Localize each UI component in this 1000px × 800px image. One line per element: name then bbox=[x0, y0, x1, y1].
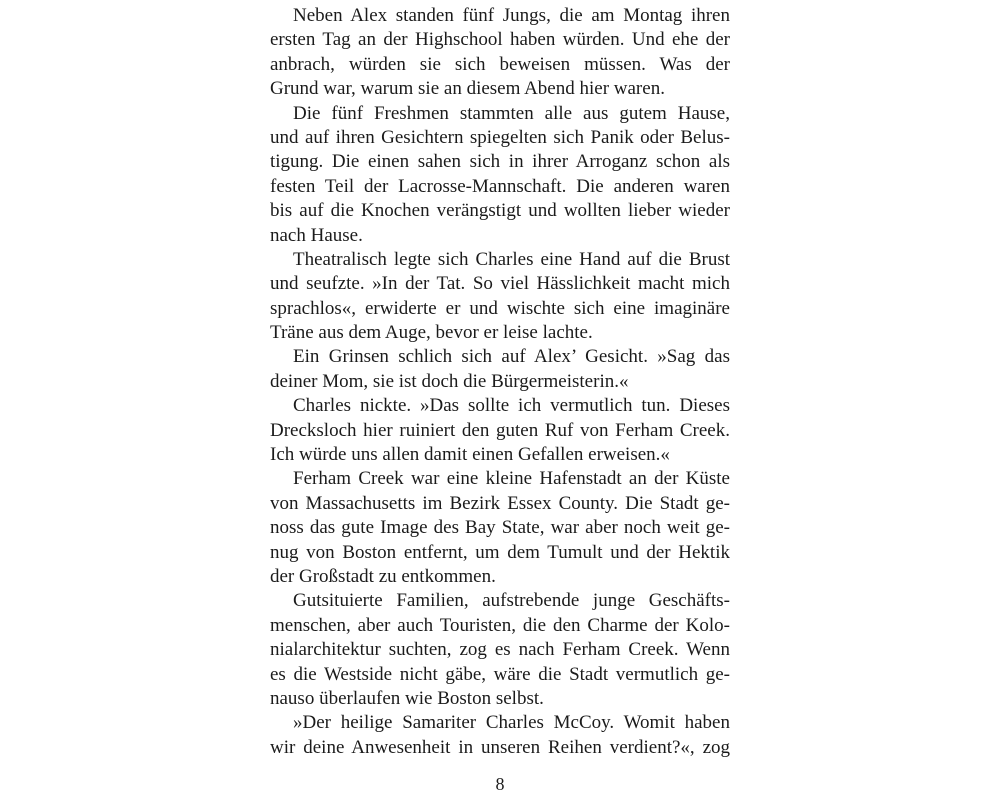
text-line: nialarchitektur suchten, zog es nach Ferham Creek. Wenn bbox=[270, 639, 730, 661]
text-line: menschen, aber auch Touristen, die den Charme der Kolo- bbox=[270, 614, 730, 636]
text-line: nug von Boston entfernt, um dem Tumult und der Hektik bbox=[270, 541, 730, 563]
text-line: der Großstadt zu entkommen. bbox=[270, 565, 496, 587]
page-text bbox=[270, 4, 730, 760]
text-line: Drecksloch hier ruiniert den guten Ruf von Ferham Creek. bbox=[270, 419, 730, 441]
text-line: Theatralisch legte sich Charles eine Hand auf die Brust bbox=[293, 248, 730, 270]
text-line: deiner Mom, sie ist doch die Bürgermeisterin.« bbox=[270, 370, 629, 392]
text-line: Die fünf Freshmen stammten alle aus gutem Hause, bbox=[293, 102, 730, 124]
paragraph bbox=[270, 467, 730, 589]
text-line: es die Westside nicht gäbe, wäre die Stadt vermutlich ge- bbox=[270, 663, 730, 685]
text-line: Charles nickte. »Das sollte ich vermutlich tun. Dieses bbox=[293, 395, 730, 417]
text-line: Ich würde uns allen damit einen Gefallen erweisen.« bbox=[270, 444, 670, 466]
text-line: ersten Tag an der Highschool haben würden. Und ehe der bbox=[270, 29, 730, 51]
paragraph bbox=[270, 394, 730, 467]
text-line: Gutsituierte Familien, aufstrebende junge Geschäfts- bbox=[293, 590, 730, 612]
text-line: »Der heilige Samariter Charles McCoy. Womit haben bbox=[293, 712, 730, 734]
paragraph bbox=[270, 248, 730, 346]
paragraph bbox=[270, 589, 730, 711]
paragraph bbox=[270, 4, 730, 102]
text-line: nauso überlaufen wie Boston selbst. bbox=[270, 687, 544, 709]
text-line: Neben Alex standen fünf Jungs, die am Montag ihren bbox=[293, 5, 730, 26]
text-line: sprachlos«, erwiderte er und wischte sich eine imaginäre bbox=[270, 297, 730, 319]
text-line: Grund war, warum sie an diesem Abend hier waren. bbox=[270, 78, 665, 100]
text-line: Ferham Creek war eine kleine Hafenstadt an der Küste bbox=[293, 468, 730, 490]
paragraph bbox=[270, 102, 730, 248]
text-line: und auf ihren Gesichtern spiegelten sich Panik oder Belus- bbox=[270, 126, 730, 148]
text-line: Ein Grinsen schlich sich auf Alex’ Gesicht. »Sag das bbox=[293, 346, 730, 368]
text-line: festen Teil der Lacrosse-Mannschaft. Die anderen waren bbox=[270, 175, 730, 197]
paragraph bbox=[270, 711, 730, 760]
text-line: anbrach, würden sie sich beweisen müssen. Was der bbox=[270, 53, 730, 75]
text-line: tigung. Die einen sahen sich in ihrer Arroganz schon als bbox=[270, 151, 730, 173]
text-line: noss das gute Image des Bay State, war aber noch weit ge- bbox=[270, 517, 730, 539]
text-line: wir deine Anwesenheit in unseren Reihen verdient?«, zog bbox=[270, 736, 730, 758]
text-line: nach Hause. bbox=[270, 224, 363, 246]
page-number: 8 bbox=[495, 774, 505, 794]
text-line: bis auf die Knochen verängstigt und wollten lieber wieder bbox=[270, 200, 730, 222]
text-line: Träne aus dem Auge, bevor er leise lachte. bbox=[270, 322, 593, 344]
text-line: von Massachusetts im Bezirk Essex County. Die Stadt ge- bbox=[270, 492, 730, 514]
paragraph bbox=[270, 345, 730, 394]
text-line: und seufzte. »In der Tat. So viel Hässlichkeit macht mich bbox=[270, 273, 730, 295]
